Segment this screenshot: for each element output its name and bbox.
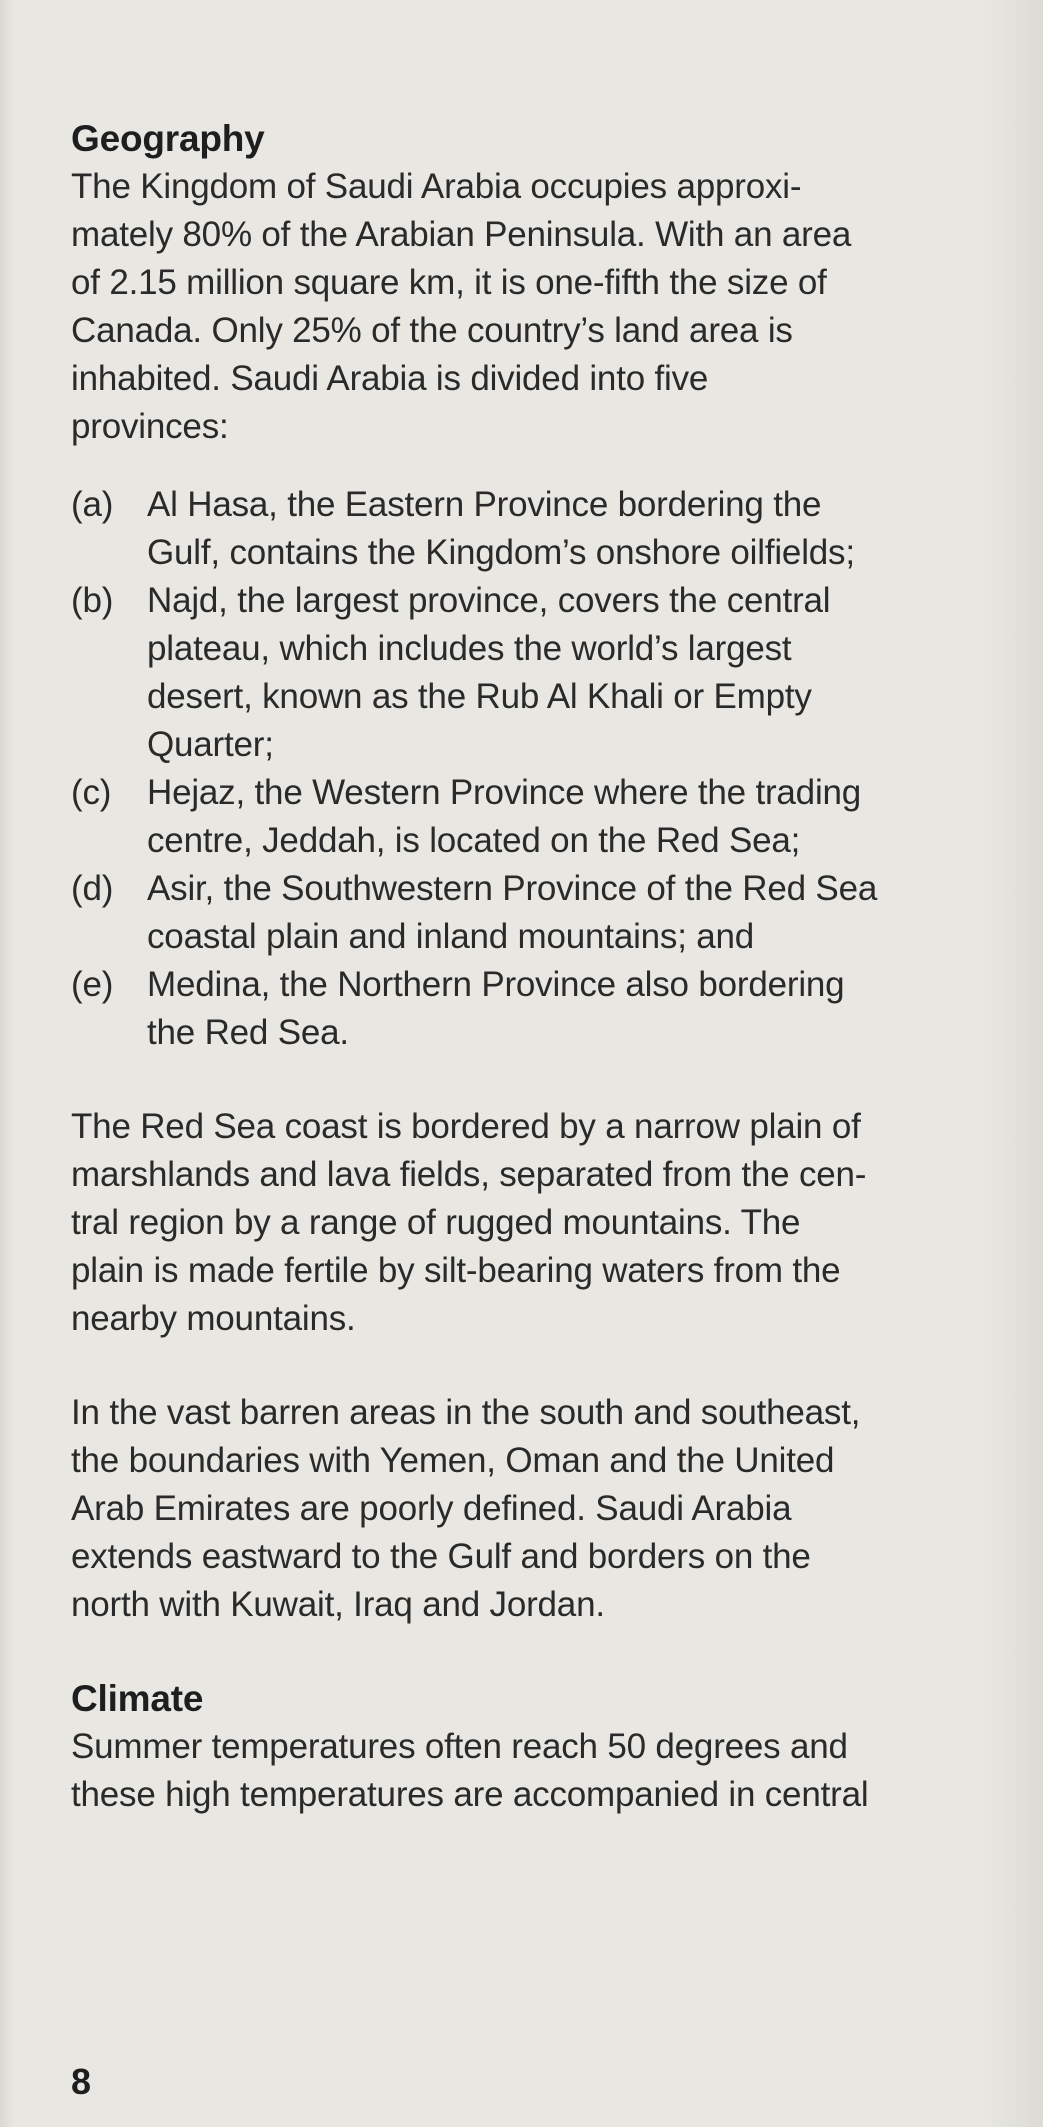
text-line: plateau, which includes the world’s largest bbox=[147, 629, 792, 668]
list-marker: (d) bbox=[71, 869, 114, 908]
text-line: of 2.15 million square km, it is one-fifth the size of bbox=[71, 263, 827, 302]
text-line: Gulf, contains the Kingdom’s onshore oilfields; bbox=[147, 533, 855, 572]
list-marker: (e) bbox=[71, 965, 114, 1004]
province-item-d bbox=[71, 865, 971, 961]
text-line: centre, Jeddah, is located on the Red Sea; bbox=[147, 821, 801, 860]
text-line: north with Kuwait, Iraq and Jordan. bbox=[71, 1585, 605, 1624]
climate-paragraph bbox=[71, 1723, 971, 1819]
text-line: The Red Sea coast is bordered by a narrow plain of bbox=[71, 1107, 861, 1146]
list-marker: (b) bbox=[71, 581, 114, 620]
province-item-c bbox=[71, 769, 971, 865]
province-text bbox=[147, 769, 971, 865]
provinces-list bbox=[71, 481, 971, 1057]
province-item-b bbox=[71, 577, 971, 769]
list-marker: (c) bbox=[71, 773, 112, 812]
text-line: The Kingdom of Saudi Arabia occupies approxi- bbox=[71, 167, 802, 206]
text-line: Hejaz, the Western Province where the trading bbox=[147, 773, 862, 812]
text-line: provinces: bbox=[71, 407, 229, 446]
boundaries-paragraph bbox=[71, 1389, 971, 1629]
red-sea-paragraph bbox=[71, 1103, 971, 1343]
text-line: Asir, the Southwestern Province of the Red Sea bbox=[147, 869, 878, 908]
list-marker: (a) bbox=[71, 485, 114, 524]
text-line: extends eastward to the Gulf and borders on the bbox=[71, 1537, 811, 1576]
province-text bbox=[147, 961, 971, 1057]
text-line: nearby mountains. bbox=[71, 1299, 356, 1338]
geography-heading: Geography bbox=[71, 118, 265, 159]
text-line: inhabited. Saudi Arabia is divided into five bbox=[71, 359, 709, 398]
province-item-e bbox=[71, 961, 971, 1057]
province-text bbox=[147, 577, 971, 769]
text-line: tral region by a range of rugged mountains. The bbox=[71, 1203, 801, 1242]
text-line: coastal plain and inland mountains; and bbox=[147, 917, 755, 956]
text-line: the Red Sea. bbox=[147, 1013, 349, 1052]
climate-heading: Climate bbox=[71, 1678, 204, 1719]
province-text bbox=[147, 481, 971, 577]
text-line: plain is made fertile by silt-bearing waters from the bbox=[71, 1251, 841, 1290]
text-column bbox=[71, 115, 971, 1819]
page-number: 8 bbox=[71, 2061, 92, 2102]
text-line: desert, known as the Rub Al Khali or Empty bbox=[147, 677, 812, 716]
text-line: marshlands and lava fields, separated from the cen- bbox=[71, 1155, 867, 1194]
text-line: these high temperatures are accompanied in central bbox=[71, 1775, 869, 1814]
geography-intro bbox=[71, 163, 971, 451]
text-line: Canada. Only 25% of the country’s land area is bbox=[71, 311, 793, 350]
text-line: Quarter; bbox=[147, 725, 274, 764]
text-line: Arab Emirates are poorly defined. Saudi Arabia bbox=[71, 1489, 792, 1528]
text-line: Al Hasa, the Eastern Province bordering the bbox=[147, 485, 822, 524]
province-text bbox=[147, 865, 971, 961]
text-line: Medina, the Northern Province also bordering bbox=[147, 965, 845, 1004]
text-line: the boundaries with Yemen, Oman and the United bbox=[71, 1441, 835, 1480]
text-line: Najd, the largest province, covers the central bbox=[147, 581, 831, 620]
text-line: Summer temperatures often reach 50 degrees and bbox=[71, 1727, 848, 1766]
text-line: mately 80% of the Arabian Peninsula. With an area bbox=[71, 215, 852, 254]
text-line: In the vast barren areas in the south and southeast, bbox=[71, 1393, 861, 1432]
province-item-a bbox=[71, 481, 971, 577]
